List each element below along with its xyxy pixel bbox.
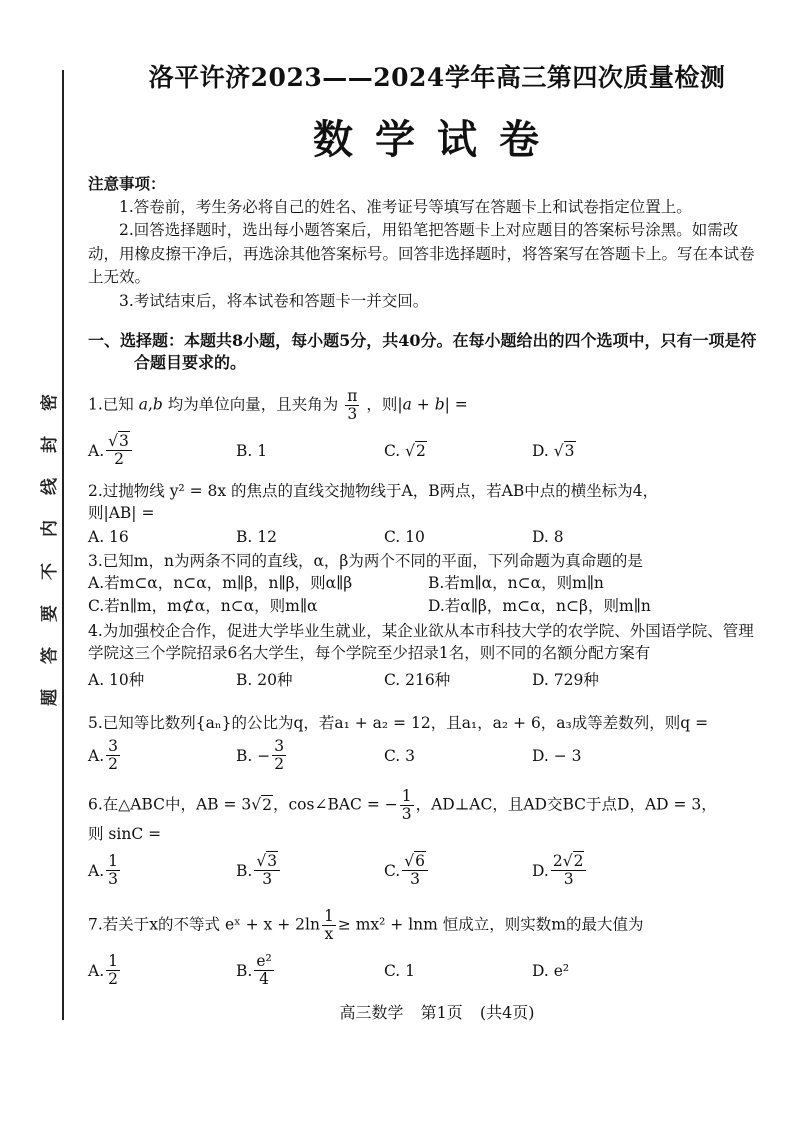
seal-char: 题: [39, 688, 60, 706]
section-heading: [88, 330, 768, 374]
footer-subject: 高三数学: [339, 1003, 404, 1022]
question-stem: 7.若关于x的不等式 eˣ + x + 2ln $\frac{1}{x}$ ≥ mx² + lnm 恒成立，则实数m的最大值为: [88, 907, 644, 943]
option-d: D. e²: [532, 961, 570, 980]
question-stem: 2.过抛物线 y² = 8x 的焦点的直线交抛物线于A，B两点，若AB中点的横坐标为4，: [88, 482, 659, 500]
question-stem: 则 sinC =: [88, 825, 162, 843]
option-a: A. $\frac{√3}{2}$: [88, 433, 236, 468]
seal-char: 不: [39, 562, 60, 580]
seal-line: [62, 70, 64, 1020]
option-d: D. $\frac{2√2}{3}$: [532, 853, 680, 888]
options: [88, 528, 768, 546]
option-d: D. 729种: [532, 671, 599, 689]
option-b: B. 1: [236, 441, 268, 460]
option-d: D.若α∥β，m⊂α，n⊂β，则m∥n: [428, 597, 651, 615]
options-row: [88, 572, 768, 595]
option-c: C. √ 2: [384, 441, 426, 460]
option-b: B. $\frac{\text{e²}}{4}$: [236, 952, 272, 988]
options: [88, 953, 768, 988]
text: ，则|: [366, 395, 403, 414]
question-1: [88, 388, 768, 468]
notes-title: 注意事项：: [88, 174, 166, 193]
option-c: C.若n∥m，m⊄α，n⊂α，则m∥α: [88, 597, 318, 615]
option-b: B. 20种: [236, 671, 293, 689]
seal-char: 答: [39, 646, 60, 664]
option-b: B. − $\frac{3}{2}$: [236, 737, 285, 773]
exam-title: 洛平许济2023——2024学年高三第四次质量检测: [148, 63, 726, 92]
option-b: B. 12: [236, 528, 277, 546]
note-item: 2.回答选择题时，选出每小题答案后，用铅笔把答题卡上对应题目的答案标号涂黑。如需改动，用橡皮擦干净后，再选涂其他答案标号。回答非选择题时，将答案写在答题卡上。写在本试卷上无效。: [88, 221, 755, 286]
options: [88, 433, 768, 468]
text: 均为单位向量，且夹角为: [167, 395, 339, 414]
question-stem: 1.已知 a,b 均为单位向量，且夹角为 $\frac{\pi}{3}$ ，则|a + b| =: [88, 387, 468, 423]
option-b: B. $\frac{√3}{3}$: [236, 853, 384, 888]
exam-subtitle: 数学试卷: [313, 116, 561, 163]
text: | =: [444, 395, 468, 414]
question-stem: 则|AB| =: [88, 504, 155, 522]
question-2: [88, 480, 768, 546]
option-a: A.若m⊂α，n⊂α，m∥β，n∥β，则α∥β: [88, 574, 353, 592]
footer-page: 第1页: [420, 1003, 463, 1022]
option-a: A. $\frac{1}{2}$: [88, 952, 118, 988]
option-c: C. 3: [384, 746, 416, 765]
option-b: B.若m∥α，n⊂α，则m∥n: [428, 574, 604, 592]
note-item: 3.考试结束后，将本试卷和答题卡一并交回。: [119, 291, 429, 310]
seal-char: 线: [39, 478, 60, 496]
footer-total: (共4页): [479, 1003, 535, 1022]
question-stem: 6.在△ABC中，AB = 3√2，cos∠BAC = − $\frac{1}{3}$ ，AD⊥AC，且AD交BC于点D，AD = 3，: [88, 787, 717, 823]
question-4: [88, 620, 768, 690]
seal-char: 内: [39, 520, 60, 538]
option-a: A. $\frac{3}{2}$: [88, 737, 118, 773]
seal-char: 密: [39, 394, 60, 411]
text: 1.已知: [88, 395, 134, 414]
question-3: [88, 550, 768, 618]
question-7: [88, 908, 768, 988]
note-item: 1.答卷前，考生务必将自己的姓名、准考证号等填写在答题卡上和试卷指定位置上。: [119, 197, 692, 216]
math-expr: a + b: [402, 395, 445, 414]
seal-char: 要: [39, 604, 60, 622]
option-c: C. $\frac{√6}{3}$: [384, 853, 532, 888]
question-stem: 3.已知m，n为两条不同的直线，α，β为两个不同的平面，下列命题为真命题的是: [88, 552, 643, 570]
question-5: [88, 712, 768, 773]
question-stem: 4.为加强校企合作，促进大学毕业生就业，某企业欲从本市科技大学的农学院、外国语学院、管理学院这三个学院招录6名大学生，每个学院至少招录1名，则不同的名额分配方案有: [88, 622, 754, 662]
notes-section: [88, 172, 758, 313]
option-d: D. √ 3: [532, 441, 575, 460]
option-a: A. 16: [88, 528, 129, 546]
seal-char: 封: [39, 436, 60, 454]
fraction: $\frac{\pi}{3}$: [347, 387, 358, 423]
section-line: 一、选择题：本题共8小题，每小题5分，共40分。在每小题给出的四个选项中，只有一项是符: [88, 331, 757, 350]
question-stem: 5.已知等比数列{aₙ}的公比为q，若a₁ + a₂ = 12，且a₁，a₂ + 6，a₃成等差数列，则q =: [88, 714, 709, 732]
options: [88, 738, 768, 773]
option-c: C. 216种: [384, 671, 451, 689]
option-a: A. $\frac{1}{3}$: [88, 852, 118, 888]
options: [88, 853, 768, 888]
seal-text: [34, 390, 60, 710]
options-row: [88, 595, 768, 618]
section-line: 合题目要求的。: [134, 353, 247, 372]
page-footer: [80, 1000, 794, 1023]
option-c: C. 10: [384, 528, 425, 546]
question-6: [88, 788, 768, 888]
options: [88, 668, 768, 690]
option-c: C. 1: [384, 961, 416, 980]
option-d: D. − 3: [532, 746, 582, 765]
option-d: D. 8: [532, 528, 564, 546]
option-a: A. 10种: [88, 671, 145, 689]
